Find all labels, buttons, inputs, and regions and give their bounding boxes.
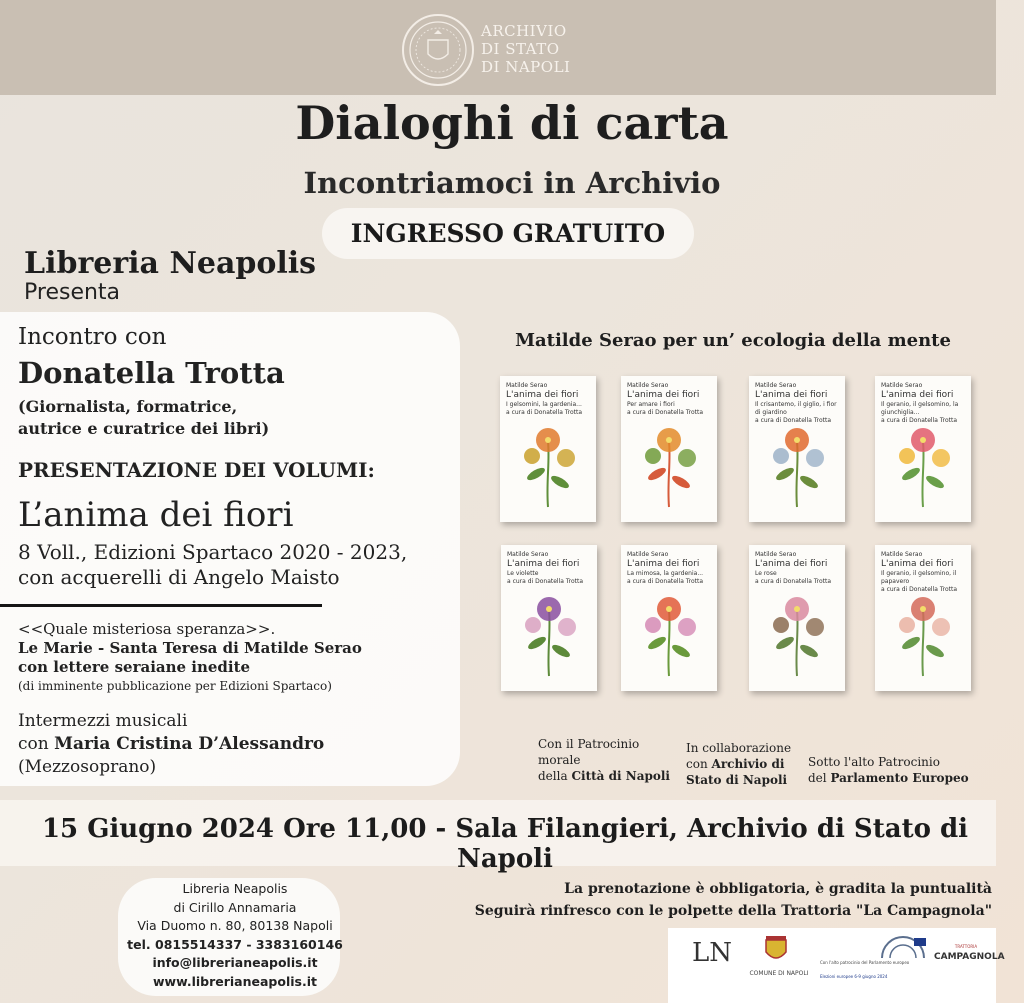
flower-illustration-icon — [509, 581, 589, 681]
book-curator: a cura di Donatella Trotta — [755, 578, 832, 585]
speaker-name: Donatella Trotta — [18, 356, 285, 390]
book-cover — [875, 545, 971, 691]
contact-line: di Cirillo Annamaria — [173, 899, 297, 915]
presentation-heading: PRESENTAZIONE DEI VOLUMI: — [18, 458, 375, 482]
book-curator: a cura di Donatella Trotta — [881, 417, 958, 424]
patronage-line — [686, 756, 791, 772]
book-subtitle: Le violette — [507, 570, 539, 577]
music-line: Intermezzi musicali — [18, 711, 188, 731]
contact-website[interactable]: www.librerianeapolis.it — [152, 973, 317, 989]
patronage-bold: Archivio di — [711, 757, 785, 771]
presenter-verb: Presenta — [24, 280, 121, 305]
book-cover — [501, 545, 597, 691]
meeting-intro: Incontro con — [18, 324, 167, 350]
patronage-mid: del — [808, 771, 827, 785]
patronage-parliament — [808, 754, 969, 786]
book-title: L'anima dei fiori — [506, 390, 579, 400]
book-title: L'anima dei fiori — [755, 390, 828, 400]
patronage-bold: Stato di Napoli — [686, 773, 788, 787]
sponsor-logos — [668, 928, 1005, 1003]
book-title: L'anima dei fiori — [627, 559, 700, 569]
refreshment-note: Seguirà rinfresco con le polpette della Trattoria "La Campagnola" — [474, 903, 992, 919]
speaker-role — [18, 396, 269, 440]
book-subtitle: La mimosa, la gardenia... — [627, 570, 704, 577]
book-curator: a cura di Donatella Trotta — [755, 417, 832, 424]
book-curator: a cura di Donatella Trotta — [506, 409, 583, 416]
patronage-line: Con il Patrocinio — [538, 737, 640, 751]
patronage-line — [538, 768, 670, 784]
flower-illustration-icon — [629, 581, 709, 681]
book-title: L'anima dei fiori — [507, 559, 580, 569]
book-curator: a cura di Donatella Trotta — [627, 409, 704, 416]
book-author: Matilde Serao — [881, 551, 923, 558]
parliament-logo-text: Con l'alto patrocinio del Parlamento europeo — [820, 960, 910, 965]
archive-seal-icon — [402, 14, 474, 86]
book-title: L'anima dei fiori — [881, 390, 954, 400]
divider — [0, 604, 322, 607]
book-subtitle: Per amare i fiori — [627, 401, 675, 408]
patronage-bold: Parlamento Europeo — [830, 771, 969, 785]
naples-crest-icon — [764, 934, 788, 964]
speaker-role-line: autrice e curatrice dei libri) — [18, 419, 270, 438]
book-curator: a cura di Donatella Trotta — [881, 586, 958, 593]
campagnola-logo: CAMPAGNOLA — [934, 952, 1005, 962]
archive-line: DI STATO — [481, 40, 560, 58]
book-author: Matilde Serao — [881, 382, 923, 389]
archive-line: DI NAPOLI — [481, 58, 571, 76]
archive-name — [481, 22, 570, 76]
second-work-title-line: Le Marie - Santa Teresa di Matilde Serao — [18, 639, 362, 657]
work-details-line: 8 Voll., Edizioni Spartaco 2020 - 2023, — [18, 540, 408, 564]
neapolis-logo: LN — [691, 938, 732, 968]
music-performer: Maria Cristina D’Alessandro — [54, 734, 325, 754]
book-cover — [500, 376, 596, 522]
flower-illustration-icon — [629, 412, 709, 512]
patronage-mid: con — [686, 757, 708, 771]
free-entry-badge: INGRESSO GRATUITO — [322, 208, 694, 259]
patronage-line: Sotto l'alto Patrocinio — [808, 755, 940, 769]
patronage-line: morale — [538, 753, 581, 767]
flower-illustration-icon — [757, 412, 837, 512]
second-work-note: (di imminente pubblicazione per Edizioni Spartaco) — [18, 679, 332, 693]
event-notes — [420, 878, 992, 922]
contact-phone[interactable]: tel. 0815514337 - 3383160146 — [127, 936, 343, 952]
campagnola-small: TRATTORIA — [954, 944, 978, 949]
book-author: Matilde Serao — [506, 382, 548, 389]
patronage-mid: della — [538, 769, 568, 783]
flower-illustration-icon — [757, 581, 837, 681]
parliament-dates: Elezioni europee 6-9 giugno 2024 — [820, 974, 888, 979]
book-title: L'anima dei fiori — [755, 559, 828, 569]
second-work-title-line: con lettere seraiane inedite — [18, 658, 251, 676]
work-title: L’anima dei fiori — [18, 495, 294, 535]
patronage-line — [808, 770, 969, 786]
book-title: L'anima dei fiori — [881, 559, 954, 569]
patronage-bold: Città di Napoli — [571, 769, 670, 783]
book-author: Matilde Serao — [755, 382, 797, 389]
second-work-quote: <<Quale misteriosa speranza>>. — [18, 620, 276, 638]
booking-note: La prenotazione è obbligatoria, è gradita la puntualità — [564, 881, 992, 897]
books-heading: Matilde Serao per un’ ecologia della mente — [515, 330, 951, 351]
book-cover — [621, 376, 717, 522]
presenter-name: Libreria Neapolis — [24, 246, 317, 281]
flower-illustration-icon — [883, 412, 963, 512]
book-curator: a cura di Donatella Trotta — [507, 578, 584, 585]
comune-logo-text: COMUNE DI NAPOLI — [749, 970, 809, 977]
book-author: Matilde Serao — [627, 551, 669, 558]
book-cover — [875, 376, 971, 522]
patronage-line: In collaborazione — [686, 741, 792, 755]
book-subtitle: Il geranio, il gelsomino, la giunchiglia... — [881, 401, 959, 416]
speaker-role-line: (Giornalista, formatrice, — [18, 397, 238, 416]
flower-illustration-icon — [883, 581, 963, 681]
event-date-location: 15 Giugno 2024 Ore 11,00 - Sala Filangieri, Archivio di Stato di Napoli — [41, 814, 969, 874]
patronage-line — [686, 772, 791, 788]
second-work — [18, 620, 362, 696]
music-performer-line — [18, 733, 324, 756]
archive-line: ARCHIVIO — [481, 22, 567, 40]
patronage-archive — [686, 740, 791, 788]
work-details-line: con acquerelli di Angelo Maisto — [18, 565, 340, 589]
event-title: Dialoghi di carta — [295, 96, 729, 150]
book-subtitle: I gelsomini, la gardenia... — [506, 401, 582, 408]
book-curator: a cura di Donatella Trotta — [627, 578, 704, 585]
contact-line: Libreria Neapolis — [182, 881, 288, 896]
book-subtitle: Il geranio, il gelsomino, il papavero — [881, 570, 957, 585]
contact-email[interactable]: info@librerianeapolis.it — [152, 955, 318, 970]
flower-illustration-icon — [508, 412, 588, 512]
book-cover — [749, 376, 845, 522]
work-details — [18, 540, 407, 590]
music-prefix: con — [18, 734, 49, 754]
music-role: (Mezzosoprano) — [18, 757, 157, 777]
music-info — [18, 710, 324, 779]
book-author: Matilde Serao — [755, 551, 797, 558]
book-subtitle: Il crisantemo, il giglio, i fior di giardino — [755, 401, 837, 416]
book-cover — [749, 545, 845, 691]
parliament-logo-icon — [878, 934, 928, 960]
contact-address: Via Duomo n. 80, 80138 Napoli — [137, 918, 333, 933]
book-subtitle: Le rose — [755, 570, 777, 577]
book-author: Matilde Serao — [627, 382, 669, 389]
book-title: L'anima dei fiori — [627, 390, 700, 400]
contact-info — [124, 880, 346, 991]
event-subtitle: Incontriamoci in Archivio — [303, 166, 721, 200]
book-cover — [621, 545, 717, 691]
patronage-city — [538, 736, 670, 784]
book-author: Matilde Serao — [507, 551, 549, 558]
